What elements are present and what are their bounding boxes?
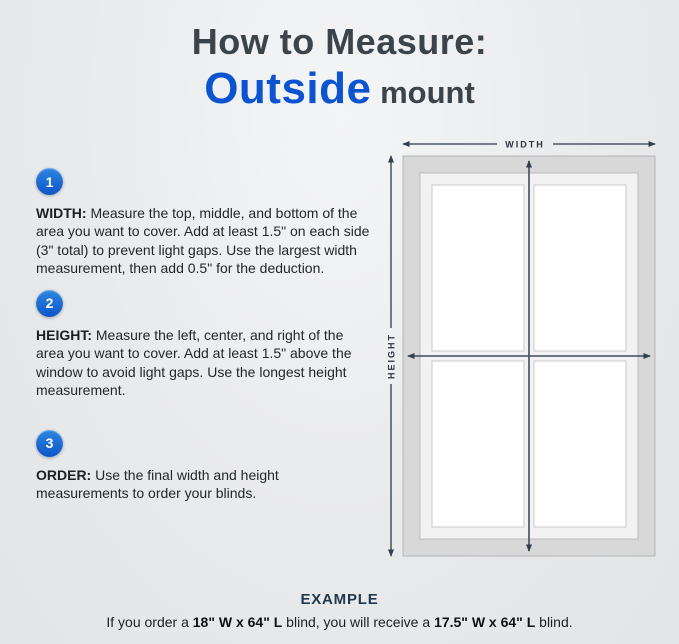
step-1-label: WIDTH: (36, 205, 87, 221)
title-line-1: How to Measure: (191, 21, 488, 62)
window-diagram-svg (383, 136, 660, 586)
height-label: HEIGHT (386, 332, 397, 380)
step-3 (36, 430, 371, 503)
window-illustration (383, 136, 660, 591)
step-3-label: ORDER: (36, 466, 92, 483)
width-dimension-arrow (403, 140, 655, 150)
window-pane-bottom-left (432, 361, 524, 527)
step-2-body: Measure the left, center, and right of the area you want to cover. Add at least 1.5" above the window to avoid light gaps. Use the longest height measurement. (36, 326, 352, 399)
step-1-text (36, 204, 371, 278)
example-text-after: blind. (535, 614, 573, 630)
step-3-body: Use the final width and height measurements to order your blinds. (36, 466, 279, 502)
width-label: WIDTH (505, 139, 545, 150)
height-dimension-arrow (387, 156, 397, 556)
window-pane-top-left (432, 185, 524, 351)
example-text (0, 614, 679, 630)
example-heading: EXAMPLE (300, 591, 379, 608)
example-received-size: 17.5" W x 64" L (434, 614, 536, 630)
instruction-steps (36, 168, 371, 515)
title-mount: mount (371, 74, 475, 110)
window-pane-bottom-right (534, 361, 626, 527)
step-2-number-badge: 2 (36, 290, 63, 317)
step-1-body: Measure the top, middle, and bottom of the area you want to cover. Add at least 1.5" on each side (3" total) to prevent light gaps. Use the largest width measurement, then add 0.5" for the deduction. (36, 205, 370, 277)
example-ordered-size: 18" W x 64" L (192, 614, 283, 630)
example-section (0, 591, 679, 630)
window-pane-top-right (534, 185, 626, 351)
step-2-label: HEIGHT: (36, 326, 92, 343)
step-3-number-badge: 3 (36, 430, 63, 457)
step-3-text (36, 466, 371, 503)
step-1-number-badge: 1 (36, 168, 63, 195)
example-text-before: If you order a (106, 614, 193, 630)
example-text-mid: blind, you will receive a (282, 614, 435, 630)
title-accent-outside: Outside (204, 63, 372, 113)
step-1 (36, 168, 371, 278)
title-line-2 (0, 64, 679, 115)
step-2-text (36, 326, 371, 400)
step-2 (36, 290, 371, 400)
page-title (0, 22, 679, 114)
